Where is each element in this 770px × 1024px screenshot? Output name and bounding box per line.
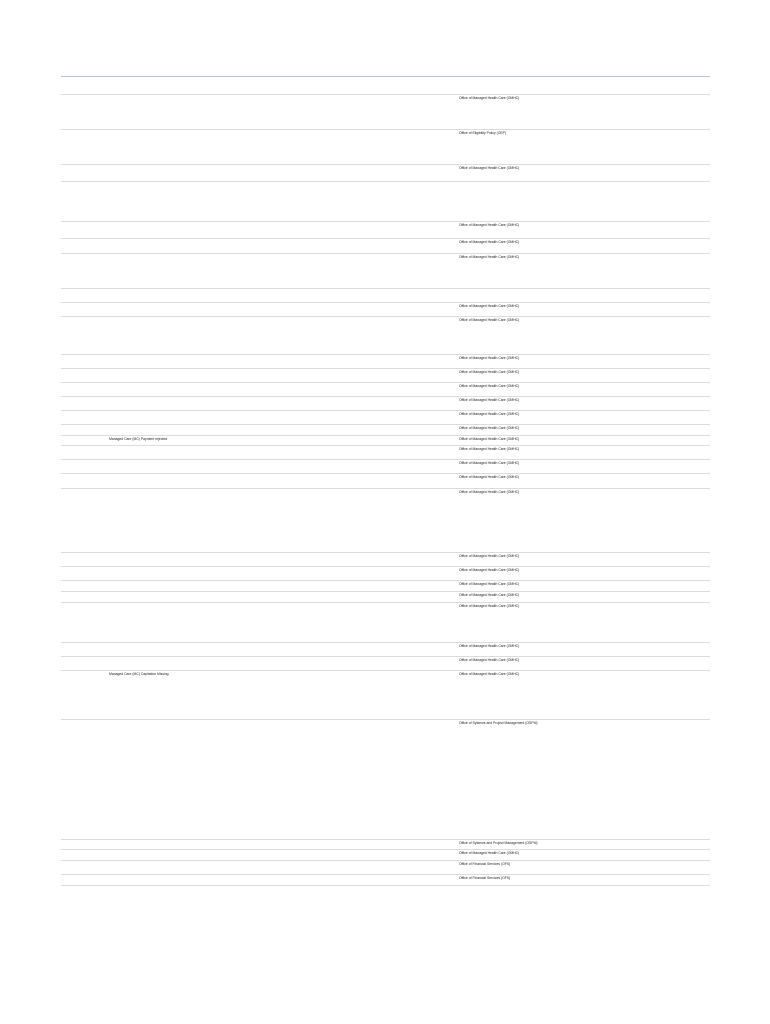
cell-office: Office of Managed Health Care (OMHC) [459, 447, 520, 451]
cell-description [259, 239, 459, 253]
cell-office: Office of Managed Health Care (OMHC) [459, 490, 520, 494]
cell-release [61, 77, 109, 94]
cell-release [61, 460, 109, 473]
table-row [61, 567, 710, 581]
cell-title [109, 397, 259, 410]
table-row [61, 397, 710, 411]
table-row [61, 222, 710, 239]
cell-description [259, 720, 459, 839]
cell-description [259, 840, 459, 849]
cell-ids [568, 489, 710, 552]
table-row [61, 383, 710, 397]
cell-release [61, 411, 109, 424]
cell-office: Office of Managed Health Care (OMHC) [459, 255, 520, 259]
cell-description [259, 643, 459, 656]
cell-release [61, 436, 109, 445]
cell-title [109, 474, 259, 488]
table-body [61, 77, 710, 886]
column-header-description [259, 69, 459, 76]
cell-office: Office of Systems and Project Management (OSPM) [459, 841, 538, 845]
cell-title [109, 489, 259, 552]
cell-release [61, 592, 109, 602]
table-row [61, 875, 710, 886]
table-row [61, 581, 710, 592]
cell-release [61, 567, 109, 580]
cell-description [259, 875, 459, 885]
cell-release [61, 222, 109, 238]
cell-ids [568, 95, 710, 129]
cell-description [259, 130, 459, 164]
cell-release [61, 671, 109, 719]
cell-office: Office of Managed Health Care (OMHC) [459, 582, 520, 586]
table-row [61, 850, 710, 861]
cell-ids [568, 720, 710, 839]
cell-description [259, 671, 459, 719]
table-row [61, 77, 710, 95]
cell-ids [568, 850, 710, 860]
table-row [61, 657, 710, 671]
table-row [61, 317, 710, 355]
cell-description [259, 355, 459, 368]
cell-description [259, 182, 459, 221]
table-row [61, 446, 710, 460]
cell-description [259, 397, 459, 410]
cell-title [109, 165, 259, 181]
cell-ids [568, 581, 710, 591]
cell-office: Office of Financial Services (OFS) [459, 862, 511, 866]
cell-title [109, 130, 259, 164]
cell-ids [568, 657, 710, 670]
cell-release [61, 603, 109, 642]
table-row [61, 239, 710, 254]
cell-description [259, 303, 459, 316]
cell-title [109, 77, 259, 94]
cell-release [61, 446, 109, 459]
cell-office: Office of Managed Health Care (OMHC) [459, 604, 520, 608]
cell-office: Office of Managed Health Care (OMHC) [459, 412, 520, 416]
cell-office [459, 289, 568, 302]
cell-office: Office of Managed Health Care (OMHC) [459, 461, 520, 465]
column-header-office [459, 69, 568, 76]
cell-release [61, 425, 109, 435]
cell-description [259, 425, 459, 435]
cell-description [259, 436, 459, 445]
table-row [61, 603, 710, 643]
cell-ids [568, 425, 710, 435]
cell-office: Office of Managed Health Care (OMHC) [459, 644, 520, 648]
cell-description [259, 474, 459, 488]
cell-description [259, 383, 459, 396]
cell-office: Office of Managed Health Care (OMHC) [459, 593, 520, 597]
cell-title [109, 592, 259, 602]
cell-title [109, 411, 259, 424]
cell-description [259, 411, 459, 424]
cell-ids [568, 671, 710, 719]
table-row [61, 840, 710, 850]
cell-ids [568, 254, 710, 288]
cell-title [109, 355, 259, 368]
cell-release [61, 383, 109, 396]
cell-title [109, 553, 259, 566]
table-row [61, 303, 710, 317]
table-row [61, 553, 710, 567]
cell-title [109, 254, 259, 288]
cell-description [259, 254, 459, 288]
cell-release [61, 397, 109, 410]
cell-ids [568, 460, 710, 473]
cell-release [61, 182, 109, 221]
cell-description [259, 460, 459, 473]
cell-title [109, 369, 259, 382]
cell-release [61, 553, 109, 566]
cell-title: Managed Care (MC) Payment rejected [109, 437, 168, 441]
table-row [61, 489, 710, 553]
cell-release [61, 850, 109, 860]
cell-ids [568, 861, 710, 874]
cell-ids [568, 303, 710, 316]
cell-description [259, 222, 459, 238]
column-header-title [109, 69, 259, 76]
column-header-ids [568, 69, 710, 76]
table-row [61, 254, 710, 289]
cell-office: Office of Systems and Project Management (OSPM) [459, 721, 538, 725]
cell-office [459, 77, 568, 94]
cell-release [61, 303, 109, 316]
cell-title [109, 643, 259, 656]
cell-release [61, 317, 109, 354]
cell-description [259, 581, 459, 591]
table-row [61, 436, 710, 446]
cell-ids [568, 222, 710, 238]
cell-release [61, 474, 109, 488]
cell-ids [568, 289, 710, 302]
table-row [61, 411, 710, 425]
cell-ids [568, 369, 710, 382]
cell-description [259, 603, 459, 642]
cell-office [459, 182, 568, 221]
cell-ids [568, 553, 710, 566]
cell-description [259, 592, 459, 602]
cell-ids [568, 446, 710, 459]
cell-description [259, 165, 459, 181]
cell-title [109, 222, 259, 238]
cell-description [259, 289, 459, 302]
cell-ids [568, 355, 710, 368]
table-row [61, 671, 710, 720]
cell-office: Office of Managed Health Care (OMHC) [459, 304, 520, 308]
cell-title [109, 875, 259, 885]
cell-description [259, 657, 459, 670]
cell-title [109, 603, 259, 642]
cell-release [61, 369, 109, 382]
table-row [61, 165, 710, 182]
cell-title [109, 317, 259, 354]
cell-title [109, 182, 259, 221]
cell-ids [568, 592, 710, 602]
cell-release [61, 720, 109, 839]
cell-ids [568, 130, 710, 164]
cell-office: Office of Managed Health Care (OMHC) [459, 96, 520, 100]
table-row [61, 592, 710, 603]
cell-title [109, 720, 259, 839]
cell-release [61, 95, 109, 129]
cell-office: Office of Managed Health Care (OMHC) [459, 166, 520, 170]
cell-release [61, 254, 109, 288]
cell-title [109, 567, 259, 580]
cell-title: Managed Care (MC) Capitation Missing [109, 672, 169, 676]
cell-office: Office of Managed Health Care (OMHC) [459, 658, 520, 662]
cell-ids [568, 603, 710, 642]
cell-office: Office of Managed Health Care (OMHC) [459, 426, 520, 430]
cell-title [109, 581, 259, 591]
cell-ids [568, 165, 710, 181]
table-row [61, 474, 710, 489]
cell-office: Office of Financial Services (OFS) [459, 876, 511, 880]
cell-ids [568, 397, 710, 410]
cell-release [61, 581, 109, 591]
cell-description [259, 317, 459, 354]
cell-office: Office of Managed Health Care (OMHC) [459, 672, 520, 676]
cell-release [61, 289, 109, 302]
column-header-release [61, 69, 109, 76]
cell-release [61, 657, 109, 670]
table-row [61, 289, 710, 303]
cell-title [109, 446, 259, 459]
cell-description [259, 850, 459, 860]
cell-description [259, 489, 459, 552]
cell-office: Office of Managed Health Care (OMHC) [459, 437, 520, 441]
cell-title [109, 303, 259, 316]
release-notes-table [61, 69, 710, 960]
cell-office: Office of Managed Health Care (OMHC) [459, 398, 520, 402]
cell-title [109, 95, 259, 129]
cell-title [109, 425, 259, 435]
cell-release [61, 875, 109, 885]
cell-ids [568, 411, 710, 424]
cell-title [109, 861, 259, 874]
cell-title [109, 850, 259, 860]
cell-office: Office of Managed Health Care (OMHC) [459, 554, 520, 558]
cell-description [259, 553, 459, 566]
table-row [61, 861, 710, 875]
cell-office: Office of Managed Health Care (OMHC) [459, 318, 520, 322]
cell-title [109, 383, 259, 396]
cell-release [61, 861, 109, 874]
cell-ids [568, 239, 710, 253]
cell-office: Office of Eligibility Policy (OEP) [459, 131, 507, 135]
cell-release [61, 130, 109, 164]
table-row [61, 355, 710, 369]
cell-title [109, 657, 259, 670]
cell-office: Office of Managed Health Care (OMHC) [459, 475, 520, 479]
cell-ids [568, 436, 710, 445]
cell-office: Office of Managed Health Care (OMHC) [459, 223, 520, 227]
table-row [61, 130, 710, 165]
cell-title [109, 840, 259, 849]
cell-description [259, 567, 459, 580]
cell-title [109, 289, 259, 302]
table-row [61, 95, 710, 130]
table-row [61, 643, 710, 657]
cell-title [109, 460, 259, 473]
cell-ids [568, 182, 710, 221]
cell-title [109, 239, 259, 253]
cell-description [259, 861, 459, 874]
cell-office: Office of Managed Health Care (OMHC) [459, 851, 520, 855]
cell-release [61, 643, 109, 656]
cell-description [259, 369, 459, 382]
table-row [61, 720, 710, 840]
cell-ids [568, 317, 710, 354]
cell-description [259, 95, 459, 129]
cell-release [61, 165, 109, 181]
cell-office: Office of Managed Health Care (OMHC) [459, 568, 520, 572]
table-row [61, 182, 710, 222]
cell-office: Office of Managed Health Care (OMHC) [459, 370, 520, 374]
cell-ids [568, 474, 710, 488]
table-row [61, 425, 710, 436]
cell-description [259, 446, 459, 459]
cell-ids [568, 383, 710, 396]
cell-ids [568, 77, 710, 94]
cell-ids [568, 875, 710, 885]
cell-release [61, 840, 109, 849]
cell-office: Office of Managed Health Care (OMHC) [459, 240, 520, 244]
cell-release [61, 355, 109, 368]
cell-ids [568, 567, 710, 580]
cell-release [61, 239, 109, 253]
table-header [61, 69, 710, 77]
cell-release [61, 489, 109, 552]
cell-office: Office of Managed Health Care (OMHC) [459, 356, 520, 360]
cell-office: Office of Managed Health Care (OMHC) [459, 384, 520, 388]
cell-ids [568, 840, 710, 849]
cell-ids [568, 643, 710, 656]
cell-description [259, 77, 459, 94]
table-row [61, 460, 710, 474]
table-row [61, 369, 710, 383]
